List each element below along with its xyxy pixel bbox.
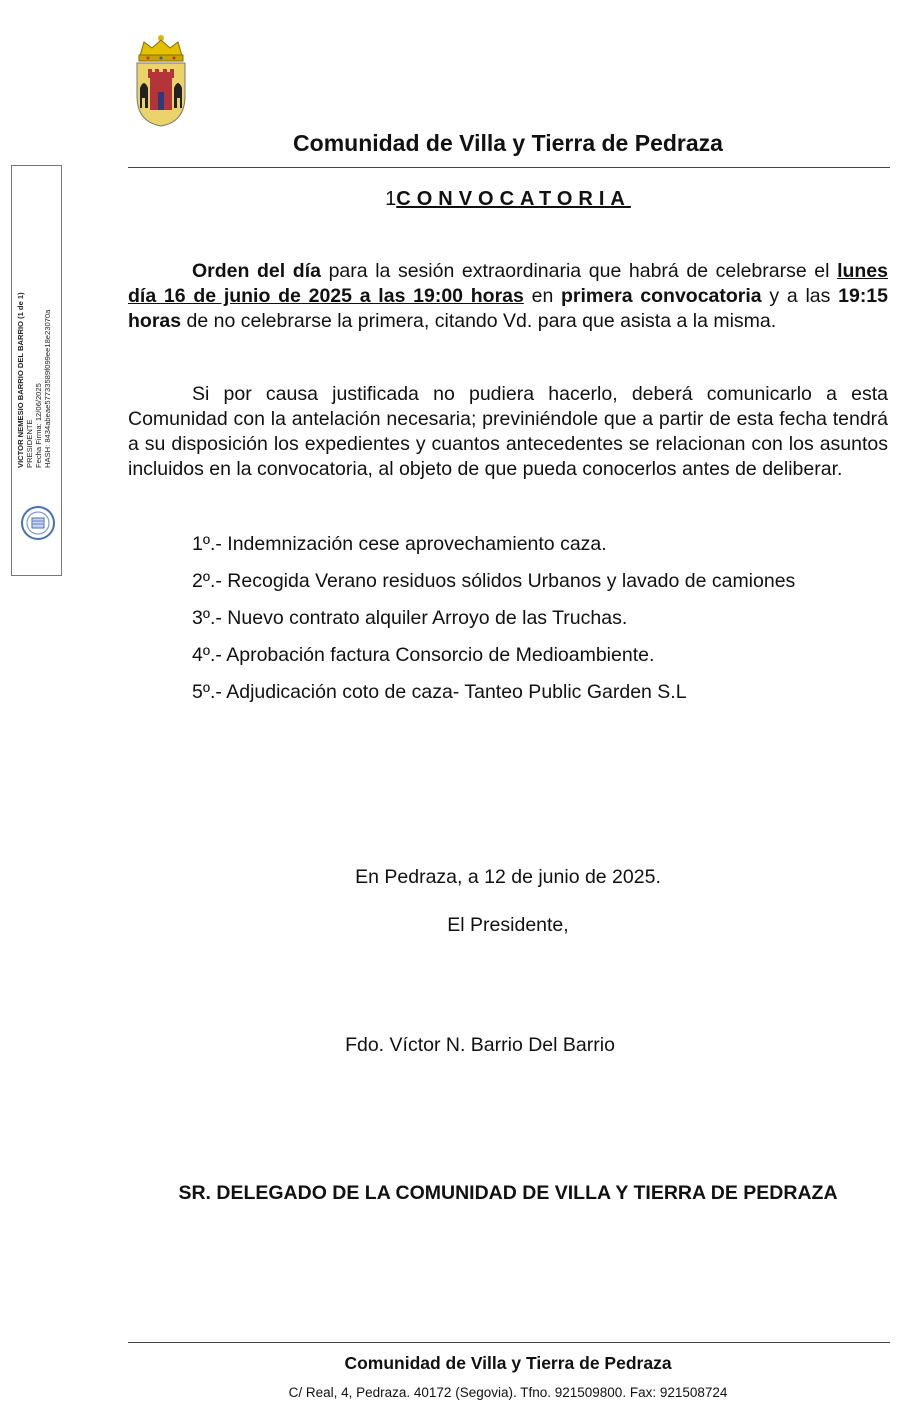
agenda-item: 2º.- Recogida Verano residuos sólidos Urbanos y lavado de camiones bbox=[192, 570, 796, 592]
orden-del-dia: Orden del día bbox=[192, 260, 321, 282]
signer-name: VICTOR NEMESIO BARRIO DEL BARRIO (1 de 1) bbox=[16, 292, 25, 468]
second-call-time: 19:15 horas bbox=[128, 285, 888, 332]
coat-of-arms-icon bbox=[130, 30, 192, 130]
footer-address: C/ Real, 4, Pedraza. 40172 (Segovia). Tfno. 921509800. Fax: 921508724 bbox=[288, 1385, 728, 1400]
paragraph-text: en bbox=[523, 285, 562, 307]
footer-divider bbox=[128, 1342, 890, 1343]
agenda-list bbox=[192, 532, 795, 717]
date-line: En Pedraza, a 12 de junio de 2025. bbox=[355, 866, 661, 888]
electronic-seal-icon bbox=[20, 505, 56, 541]
first-call: primera convocatoria bbox=[561, 285, 762, 307]
agenda-item: 5º.- Adjudicación coto de caza- Tanteo Public Garden S.L bbox=[192, 681, 687, 703]
signature-hash: HASH: 8434abeae57733589f099ee18e23070a bbox=[43, 309, 52, 468]
header-divider bbox=[128, 167, 890, 168]
signature-line: Fdo. Víctor N. Barrio Del Barrio bbox=[345, 1034, 615, 1056]
agenda-item: 4º.- Aprobación factura Consorcio de Medioambiente. bbox=[192, 644, 655, 666]
notice-paragraph: Si por causa justificada no pudiera hacerlo, deberá comunicarlo a esta Comunidad con la antelación necesaria; previniéndole que a partir de esta fecha tendrá a su disposición los expedientes y cuantos antecedentes se relacionan con los asuntos incluidos en la convocatoria, al objeto de que pueda conocerlos antes de deliberar. bbox=[128, 383, 888, 480]
session-date: lunes día 16 de junio de 2025 a las 19:00 horas bbox=[128, 260, 888, 307]
footer-title: Comunidad de Villa y Tierra de Pedraza bbox=[344, 1353, 672, 1373]
paragraph-text: de no celebrarse la primera, citando Vd. para que asista a la misma. bbox=[181, 310, 777, 332]
heading-number: 1 bbox=[385, 188, 397, 210]
signer-role: PRESIDENTE bbox=[25, 419, 34, 468]
document-heading bbox=[128, 188, 888, 211]
heading-text: CONVOCATORIA bbox=[396, 188, 631, 210]
paragraph-text: y a las bbox=[761, 285, 839, 307]
paragraph-text: para la sesión extraordinaria que habrá de celebrarse el bbox=[320, 260, 838, 282]
signature-text bbox=[16, 158, 52, 468]
header-title: Comunidad de Villa y Tierra de Pedraza bbox=[293, 130, 723, 156]
agenda-item: 1º.- Indemnización cese aprovechamiento caza. bbox=[192, 533, 607, 555]
president-line: El Presidente, bbox=[447, 914, 569, 936]
agenda-item: 3º.- Nuevo contrato alquiler Arroyo de las Truchas. bbox=[192, 607, 628, 629]
agenda-intro-paragraph bbox=[128, 259, 888, 334]
signature-date: Fecha Firma: 12/06/2025 bbox=[34, 383, 43, 468]
recipient: SR. DELEGADO DE LA COMUNIDAD DE VILLA Y TIERRA DE PEDRAZA bbox=[178, 1182, 838, 1204]
